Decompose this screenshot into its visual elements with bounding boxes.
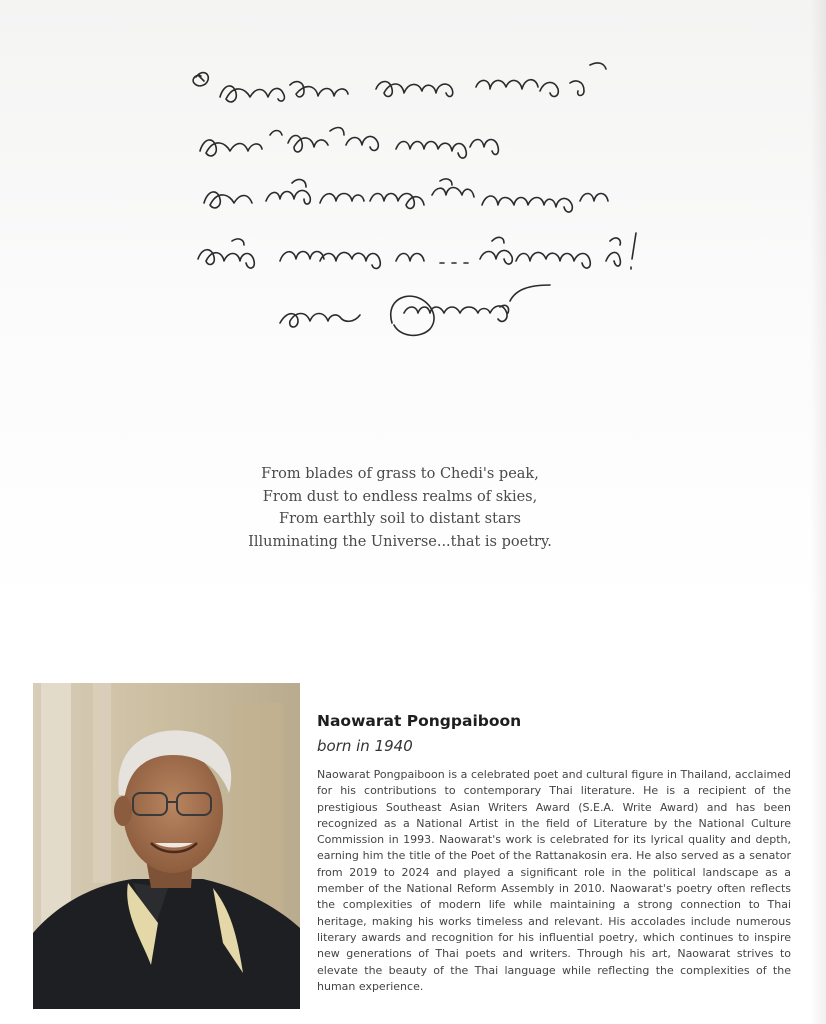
poem-english-translation	[200, 463, 600, 553]
author-portrait-photo	[33, 683, 300, 1009]
translation-line: From earthly soil to distant stars	[279, 511, 521, 527]
author-name: Naowarat Pongpaiboon	[317, 712, 522, 730]
portrait-illustration	[33, 683, 300, 1009]
page-edge-shadow	[810, 0, 826, 1024]
author-bio	[317, 712, 791, 995]
translation-line: From dust to endless realms of skies,	[262, 488, 538, 505]
handwritten-thai-poem	[170, 55, 660, 370]
handwritten-poem-drawing	[170, 55, 660, 370]
translation-line: Illuminating the Universe...that is poetry.	[248, 533, 552, 550]
author-bio-text: Naowarat Pongpaiboon is a celebrated poet and cultural figure in Thailand, acclaimed for his contributions to contemporary Thai literature. He is a recipient of the prestigious Southeast Asian Writers Award (S.E.A. Write Award) and has been recognized as a National Artist in the field of Literature by the National Culture Commission in 1993. Naowarat's work is celebrated for its lyrical quality and depth, earning him the title of the Poet of the Rattanakosin era. He also served as a senator from 2019 to 2024 and played a significant role in the political landscape as a member of the National Reform Assembly in 2010. Naowarat's poetry often reflects the complexities of modern life while maintaining a strong connection to Thai heritage, making his works timeless and relevant. His accolades include numerous literary awards and recognition for his influential poetry, which continues to inspire new generations of Thai poets and writers. Through his art, Naowarat strives to elevate the beauty of the Thai language while reflecting the complexities of the human experience.	[317, 768, 791, 993]
author-birth-year: born in 1940	[317, 737, 413, 755]
translation-line: From blades of grass to Chedi's peak,	[261, 466, 539, 482]
